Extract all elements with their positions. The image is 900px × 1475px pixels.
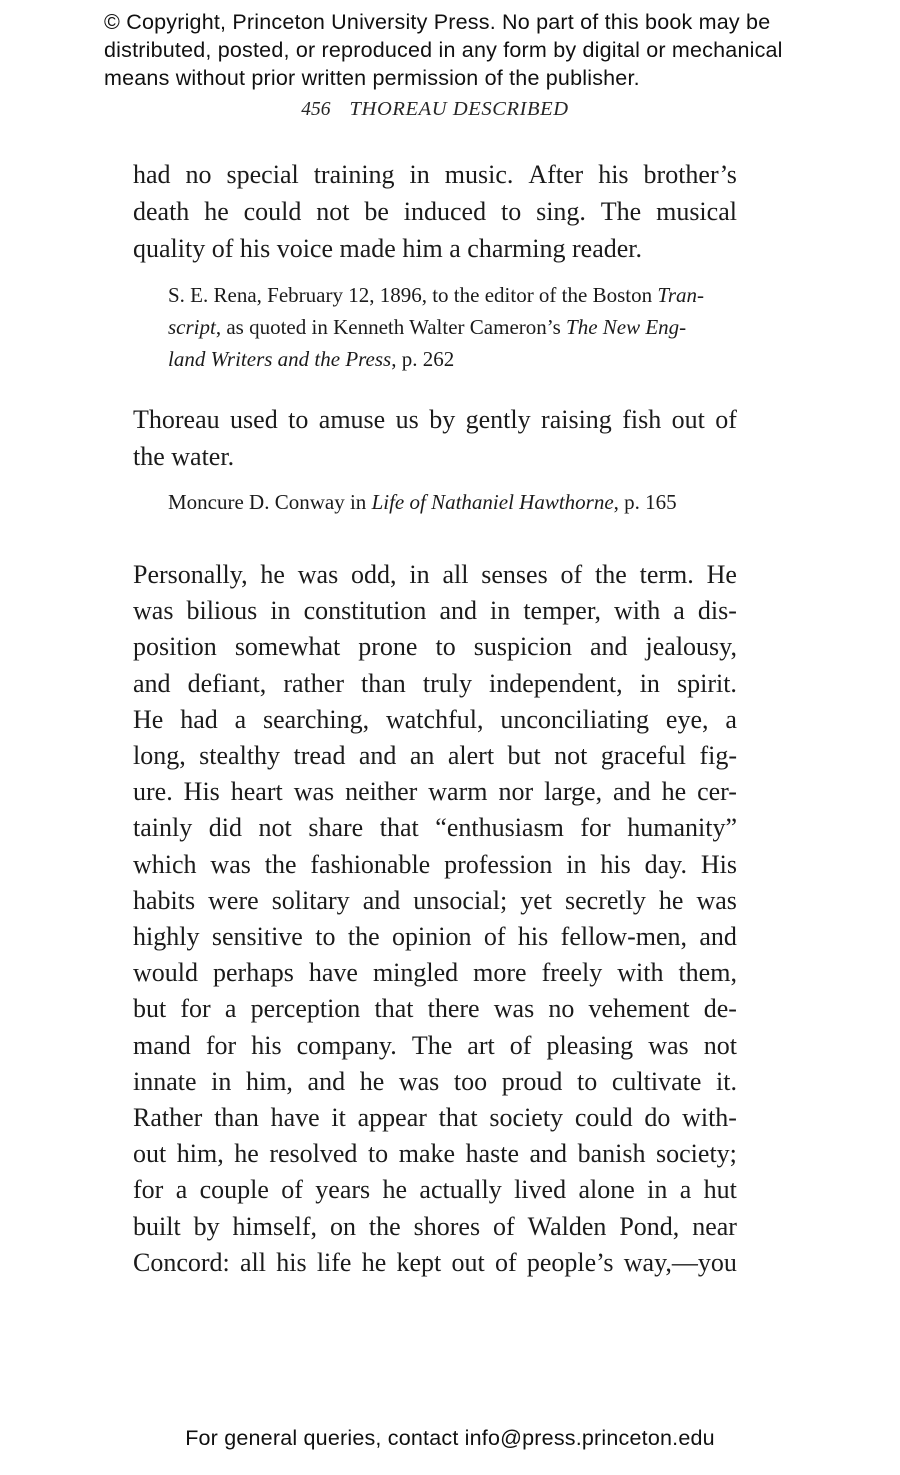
text-line: script, as quoted in Kenneth Walter Cameron’s The New Eng- xyxy=(168,315,687,339)
text-line: Personally, he was odd, in all senses of the term. He xyxy=(133,560,737,589)
text-line: had no special training in music. After his brother’s xyxy=(133,160,737,189)
text-line: means without prior written permission of the publisher. xyxy=(104,66,640,90)
text-line: would perhaps have mingled more freely with them, xyxy=(133,958,737,988)
text-line: ure. His heart was neither warm nor large, and he cer- xyxy=(133,777,737,807)
text-line: and defiant, rather than truly independent, in spirit. xyxy=(133,668,737,698)
text-line: distributed, posted, or reproduced in any form by digital or mechanical xyxy=(104,38,783,62)
text-line: habits were solitary and unsocial; yet secretly he was xyxy=(133,885,737,915)
text-line: the water. xyxy=(133,442,235,471)
text-line: position somewhat prone to suspicion and jealousy, xyxy=(133,632,737,662)
quote-citation-2 xyxy=(168,486,743,518)
text-line: built by himself, on the shores of Walden Pond, near xyxy=(133,1211,737,1241)
text-line: for a couple of years he actually lived alone in a hut xyxy=(133,1175,737,1205)
text-line: Moncure D. Conway in Life of Nathaniel Hawthorne, p. 165 xyxy=(168,490,677,514)
quote-paragraph-2 xyxy=(133,401,737,475)
text-line: but for a perception that there was no vehement de- xyxy=(133,994,737,1024)
text-line: land Writers and the Press, p. 262 xyxy=(168,347,455,371)
text-line: innate in him, and he was too proud to cultivate it. xyxy=(133,1066,737,1096)
footer-contact-line: For general queries, contact info@press.princeton.edu xyxy=(185,1426,715,1450)
text-line: Rather than have it appear that society could do with- xyxy=(133,1103,737,1133)
text-line: Concord: all his life he kept out of people’s way,—you xyxy=(133,1247,737,1277)
text-line: He had a searching, watchful, unconciliating eye, a xyxy=(133,704,737,734)
quote-citation-1 xyxy=(168,279,743,375)
text-line: out him, he resolved to make haste and banish society; xyxy=(133,1139,737,1169)
quote-paragraph-1 xyxy=(133,156,737,267)
main-paragraph xyxy=(133,557,737,1281)
running-head xyxy=(133,98,737,121)
text-line: Thoreau used to amuse us by gently raising fish out of xyxy=(133,405,737,434)
running-head-title: THOREAU DESCRIBED xyxy=(349,98,569,120)
page-number: 456 xyxy=(301,99,331,120)
copyright-notice xyxy=(104,8,828,92)
text-line: quality of his voice made him a charming reader. xyxy=(133,234,642,263)
text-line: long, stealthy tread and an alert but not graceful fig- xyxy=(133,741,737,771)
text-line: tainly did not share that “enthusiasm for humanity” xyxy=(133,813,737,843)
text-line: S. E. Rena, February 12, 1896, to the editor of the Boston Tran- xyxy=(168,283,705,307)
text-line: was bilious in constitution and in temper, with a dis- xyxy=(133,596,737,626)
text-line: which was the fashionable profession in his day. His xyxy=(133,849,737,879)
text-line: death he could not be induced to sing. The musical xyxy=(133,197,737,226)
text-line: highly sensitive to the opinion of his fellow-men, and xyxy=(133,922,737,952)
text-line: mand for his company. The art of pleasing was not xyxy=(133,1030,737,1060)
text-line: © Copyright, Princeton University Press. No part of this book may be xyxy=(104,10,771,34)
